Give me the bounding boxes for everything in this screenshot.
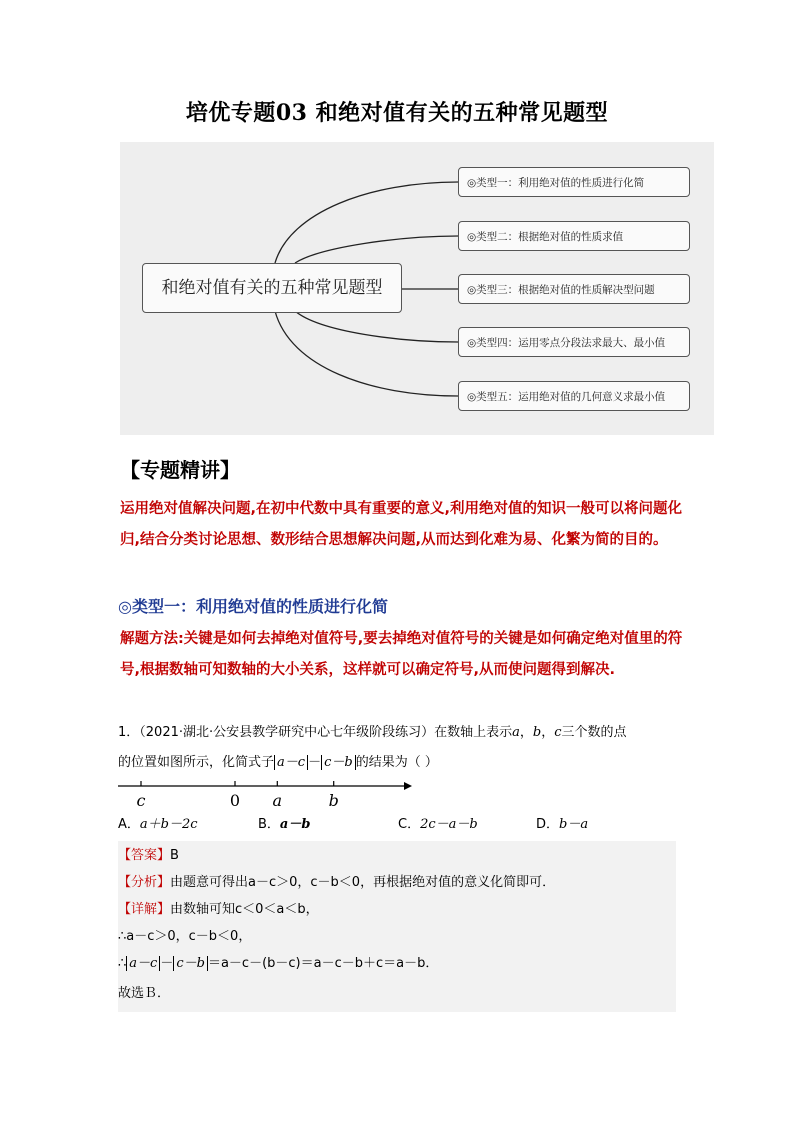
intro-paragraph: 运用绝对值解决问题,在初中代数中具有重要的意义,利用绝对值的知识一般可以将问题化归,结合分类讨论思想、数形结合思想解决问题,从而达到化难为易、化繁为简的目的。: [120, 501, 683, 548]
question-text: 三个数的点: [561, 725, 627, 740]
sep: ，: [519, 725, 533, 740]
mind-map-branch-2: ◎类型二：根据绝对值的性质求值: [458, 221, 690, 251]
mind-map-center: 和绝对值有关的五种常见题型: [142, 263, 402, 313]
number-line-label: b: [328, 791, 339, 810]
minus-sign: －: [308, 755, 322, 770]
question-1: [118, 718, 698, 778]
conclusion: 故选Ｂ．: [118, 986, 171, 1001]
number-line-label: 0: [229, 791, 241, 810]
option-d[interactable]: D．b－a: [536, 817, 589, 832]
option-b[interactable]: B．a－b: [258, 817, 311, 832]
mind-map-branch-5: ◎类型五：运用绝对值的几何意义求最小值: [458, 381, 690, 411]
number-line-label: a: [272, 791, 283, 810]
mind-map-branch-1: ◎类型一：利用绝对值的性质进行化简: [458, 167, 690, 197]
question-text: 的结果为（ ）: [355, 755, 438, 770]
mind-map: [120, 142, 714, 435]
var-a: a: [512, 725, 520, 740]
number-line: [118, 776, 418, 812]
connector-5: [275, 311, 458, 396]
step-1: ∴a－c＞0，c－b＜0，: [118, 929, 252, 944]
number-line-arrow: [404, 782, 412, 790]
abs-expression-1: a－c: [274, 755, 308, 770]
page-title: 培优专题03 和绝对值有关的五种常见题型: [185, 100, 609, 126]
connector-1: [275, 182, 458, 263]
answer-box: [118, 841, 676, 1012]
var-c: c: [554, 725, 562, 740]
answer-line: 【答案】B: [118, 848, 179, 863]
question-text: 的位置如图所示，化简式子: [118, 755, 275, 770]
mind-map-branch-3: ◎类型三：根据绝对值的性质解决型问题: [458, 274, 690, 304]
connector-4: [295, 311, 458, 342]
mind-map-branch-4: ◎类型四：运用零点分段法求最大、最小值: [458, 327, 690, 357]
number-line-label: c: [136, 791, 146, 810]
type1-heading: ◎类型一：利用绝对值的性质进行化简: [118, 597, 388, 616]
question-line-2: [118, 748, 698, 778]
detail-line: 【详解】由数轴可知c＜0＜a＜b，: [118, 902, 319, 917]
analysis-line: 【分析】由题意可得出a－c＞0，c－b＜0，再根据绝对值的意义化简即可．: [118, 875, 556, 890]
question-line-1: [118, 718, 698, 748]
method-paragraph: 解题方法:关键是如何去掉绝对值符号,要去掉绝对值符号的关键是如何确定绝对值里的符号,根据数轴可知数轴的大小关系，这样就可以确定符号,从而使问题得到解决.: [120, 631, 683, 678]
abs-expression-2: c－b: [321, 755, 356, 770]
step-2: ∴ a－c － c－b ＝a－c－(b－c)＝a－c－b＋c＝a－b．: [118, 956, 439, 971]
section-heading: 【专题精讲】: [120, 458, 240, 482]
connector-2: [295, 236, 458, 263]
var-b: b: [532, 725, 542, 740]
sep: ，: [541, 725, 555, 740]
question-text: 1．（2021·湖北·公安县教学研究中心七年级阶段练习）在数轴上表示: [118, 725, 513, 740]
option-c[interactable]: C．2c－a－b: [398, 817, 478, 832]
option-a[interactable]: A．a＋b－2c: [118, 817, 198, 832]
